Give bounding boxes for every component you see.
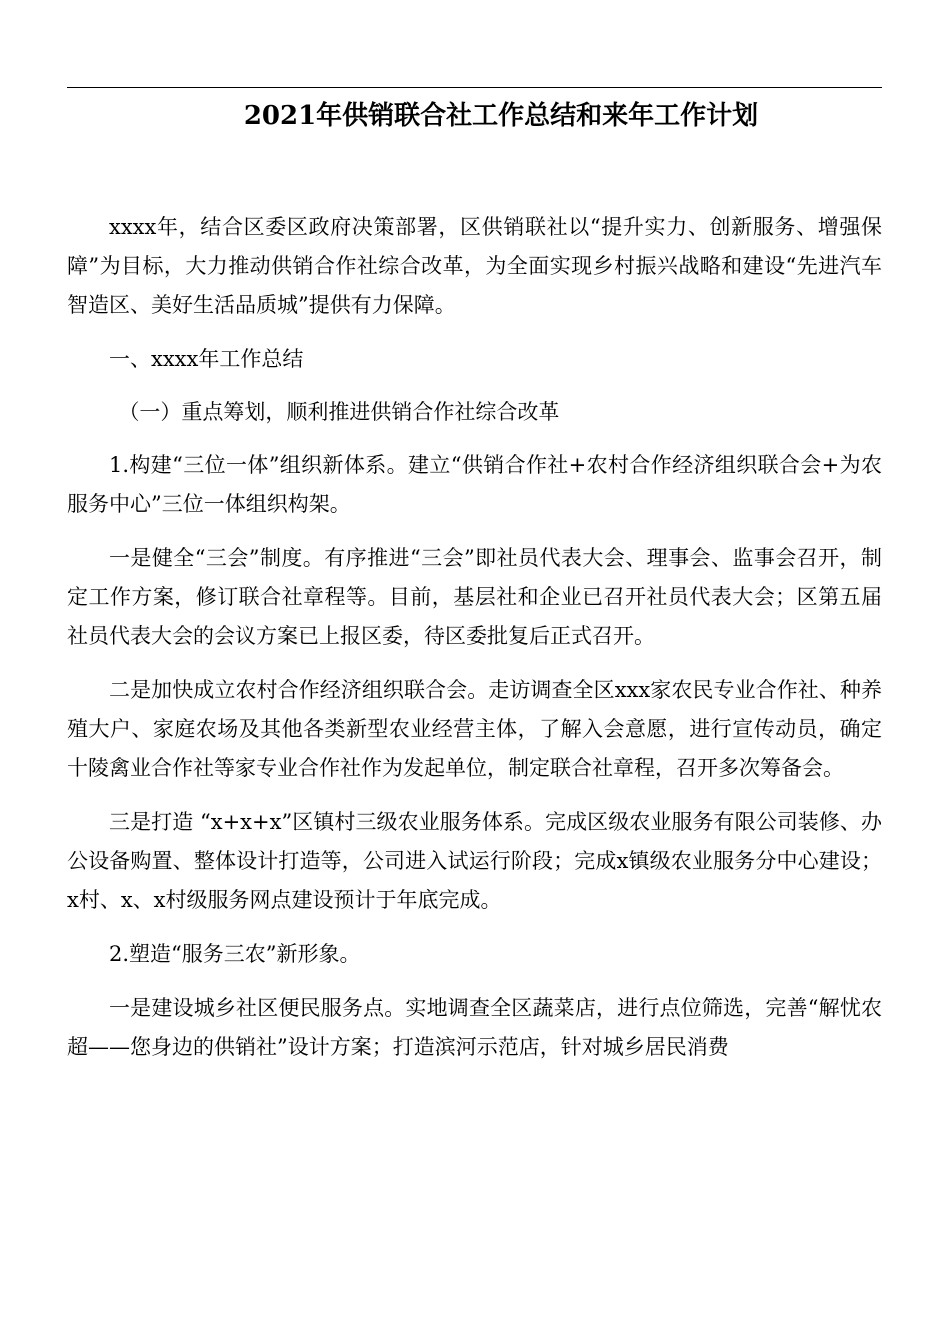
paragraph-item-1: 1.构建“三位一体”组织新体系。建立“供销合作社+农村合作经济组织联合会+为农服务中心”三位一体组织构架。 — [67, 453, 882, 516]
document-body — [67, 208, 882, 1082]
document-title: 2021年供销联合社工作总结和来年工作计划 — [243, 101, 759, 131]
subsection-heading: （一）重点筹划，顺利推进供销合作社综合改革 — [118, 400, 560, 424]
paragraph-point-4: 一是建设城乡社区便民服务点。实地调查全区蔬菜店，进行点位筛选，完善“解忧农超——您身边的供销社”设计方案；打造滨河示范店，针对城乡居民消费 — [67, 996, 882, 1059]
section-heading: 一、xxxx年工作总结 — [109, 347, 304, 371]
header-rule — [67, 87, 882, 88]
paragraph-intro: xxxx年，结合区委区政府决策部署，区供销联社以“提升实力、创新服务、增强保障”为目标，大力推动供销合作社综合改革，为全面实现乡村振兴战略和建设“先进汽车智造区、美好生活品质城”提供有力保障。 — [67, 215, 882, 317]
paragraph-point-1: 一是健全“三会”制度。有序推进“三会”即社员代表大会、理事会、监事会召开，制定工作方案，修订联合社章程等。目前，基层社和企业已召开社员代表大会；区第五届社员代表大会的会议方案已上报区委，待区委批复后正式召开。 — [67, 546, 882, 648]
paragraph-point-3: 三是打造 “x+x+x”区镇村三级农业服务体系。完成区级农业服务有限公司装修、办公设备购置、整体设计打造等，公司进入试运行阶段；完成x镇级农业服务分中心建设；x村、x、x村级服务网点建设预计于年底完成。 — [67, 810, 882, 912]
paragraph-item-2: 2.塑造“服务三农”新形象。 — [109, 942, 361, 966]
paragraph-point-2: 二是加快成立农村合作经济组织联合会。走访调查全区xxx家农民专业合作社、种养殖大户、家庭农场及其他各类新型农业经营主体，了解入会意愿，进行宣传动员，确定十陵禽业合作社等家专业合作社作为发起单位，制定联合社章程，召开多次筹备会。 — [67, 678, 882, 780]
